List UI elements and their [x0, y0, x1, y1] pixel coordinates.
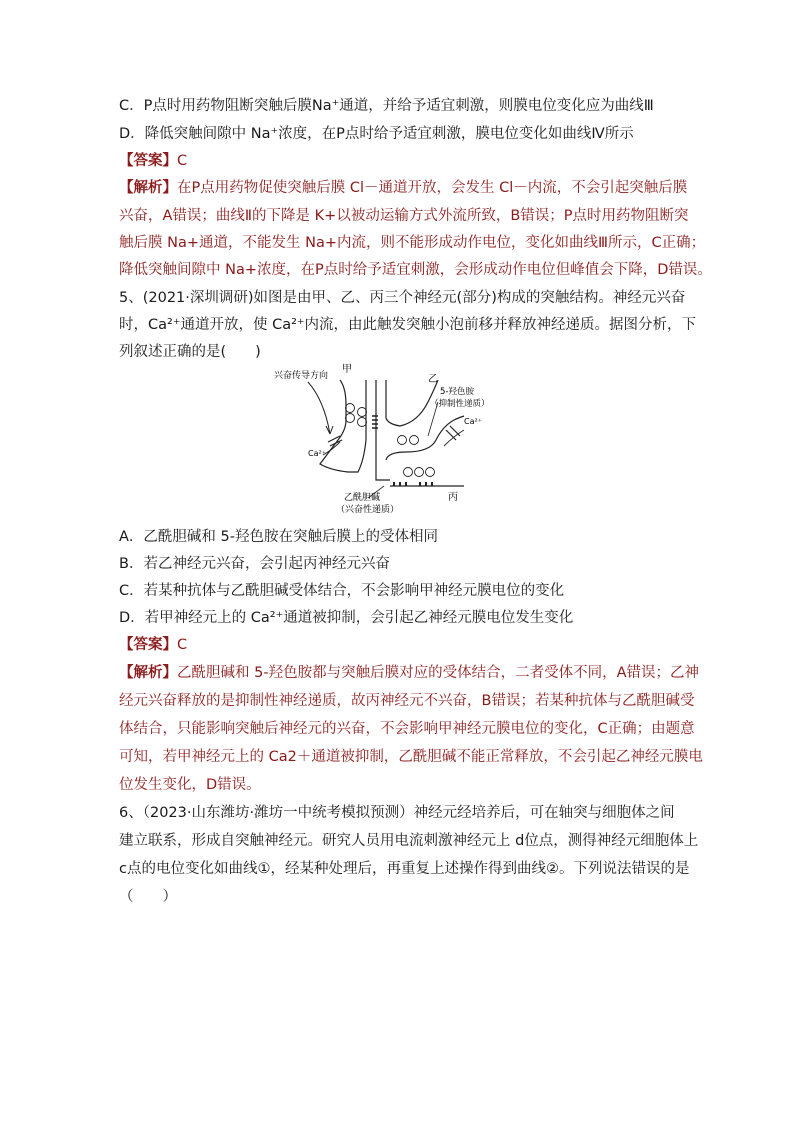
vesicle [358, 418, 367, 427]
vesicle [410, 436, 419, 445]
label-ach: 乙酰胆碱 [344, 493, 381, 503]
label-yi: 乙 [428, 374, 438, 385]
vesicle [404, 468, 413, 477]
q6-stem-line-3: c点的电位变化如曲线①，经某种处理后，再重复上述操作得到曲线②。下列说法错误的是 [119, 861, 690, 877]
label-ca-left: Ca²⁺ [308, 449, 326, 458]
label-bing: 丙 [448, 492, 458, 503]
label-ach-note: （兴奋性递质） [336, 505, 400, 515]
vesicle [346, 414, 355, 423]
q5-option-c: C．若某种抗体与乙酰胆碱受体结合，不会影响甲神经元膜电位的变化 [119, 583, 565, 599]
q6-stem-line-1: 6、（2023·山东潍坊·潍坊一中统考模拟预测）神经元经培养后，可在轴突与细胞体之间 [119, 805, 675, 821]
receptor-row [394, 482, 432, 486]
vesicle [415, 468, 424, 477]
label-direction: 兴奋传导方向 [274, 371, 329, 381]
label-jia: 甲 [342, 364, 352, 375]
q5-stem-line-3: 列叙述正确的是( ) [119, 344, 261, 360]
q5-option-d: D．若甲神经元上的 Ca²⁺通道被抑制，会引起乙神经元膜电位发生变化 [119, 610, 574, 626]
q4-explanation-line-2: 兴奋，A错误；曲线Ⅱ的下降是 K+以被动运输方式外流所致，B错误；P点时用药物阻断突 [119, 208, 689, 224]
answer-tag: 【答案】 [119, 637, 177, 653]
q5-explanation-line-3: 体结合，只能影响突触后神经元的兴奋，不会影响甲神经元膜电位的变化，C正确；由题意 [119, 721, 695, 737]
q5-option-a: A．乙酰胆碱和 5-羟色胺在突触后膜上的受体相同 [119, 529, 438, 545]
q6-stem-line-4: （ ） [119, 889, 177, 905]
ach-receptors [372, 416, 378, 428]
q5-explanation-line-1: 【解析】乙酰胆碱和 5-羟色胺都与突触后膜对应的受体结合，二者受体不同，A错误；乙神 [119, 665, 699, 681]
conduction-arrow [308, 382, 330, 434]
q5-explanation-line-2: 经元兴奋释放的是抑制性神经递质，故丙神经元不兴奋，B错误；若某种抗体与乙酰胆碱受 [119, 693, 695, 709]
q4-option-d: D．降低突触间隙中 Na⁺浓度，在P点时给予适宜刺激，膜电位变化如曲线Ⅳ所示 [119, 126, 634, 142]
neuron-yi-left-membrane [376, 380, 390, 480]
answer-tag: 【答案】 [119, 153, 177, 169]
q5-stem-line-1: 5、(2021·深圳调研)如图是由甲、乙、丙三个神经元(部分)构成的突触结构。神经元兴奋 [119, 290, 686, 306]
label-5ht-note: （抑制性递质） [430, 399, 490, 409]
q5-stem-line-2: 时，Ca²⁺通道开放，使 Ca²⁺内流，由此触发突触小泡前移并释放神经递质。据图分析，下 [119, 317, 697, 333]
explanation-tag: 【解析】 [119, 180, 177, 196]
q5-explanation-line-4: 可知，若甲神经元上的 Ca2＋通道被抑制，乙酰胆碱不能正常释放，不会引起乙神经元膜电 [119, 749, 703, 765]
q4-option-c: C．P点时用药物阻断突触后膜Na⁺通道，并给予适宜刺激，则膜电位变化应为曲线Ⅲ [119, 98, 654, 114]
q4-explanation-line-1: 【解析】在P点用药物促使突触后膜 Cl－通道开放，会发生 Cl－内流，不会引起突触后膜 [119, 180, 688, 196]
vesicle [398, 436, 407, 445]
synapse-diagram [268, 360, 496, 515]
answer-value: C [177, 637, 188, 653]
q5-explanation-line-5: 位发生变化，D错误。 [119, 777, 261, 793]
q5-answer [119, 632, 679, 658]
q4-explanation-line-3: 触后膜 Na+通道，不能发生 Na+内流，则不能形成动作电位，变化如曲线Ⅲ所示，C正确； [119, 235, 706, 251]
answer-value: C [177, 153, 188, 169]
q4-answer [119, 148, 679, 174]
q5-option-b: B．若乙神经元兴奋，会引起丙神经元兴奋 [119, 556, 390, 572]
vesicle [346, 404, 355, 413]
label-5ht: 5-羟色胺 [440, 387, 474, 397]
q4-explanation-line-4: 降低突触间隙中 Na+浓度，在P点时给予适宜刺激，会形成动作电位但峰值会下降，D错误。 [119, 262, 712, 278]
q6-stem-line-2: 建立联系，形成自突触神经元。研究人员用电流刺激神经元上 d位点，测得神经元细胞体上 [119, 833, 699, 849]
label-ca-right: Ca²⁺ [464, 417, 482, 426]
explanation-tag: 【解析】 [119, 665, 177, 681]
vesicle [426, 468, 435, 477]
vesicle [358, 408, 367, 417]
